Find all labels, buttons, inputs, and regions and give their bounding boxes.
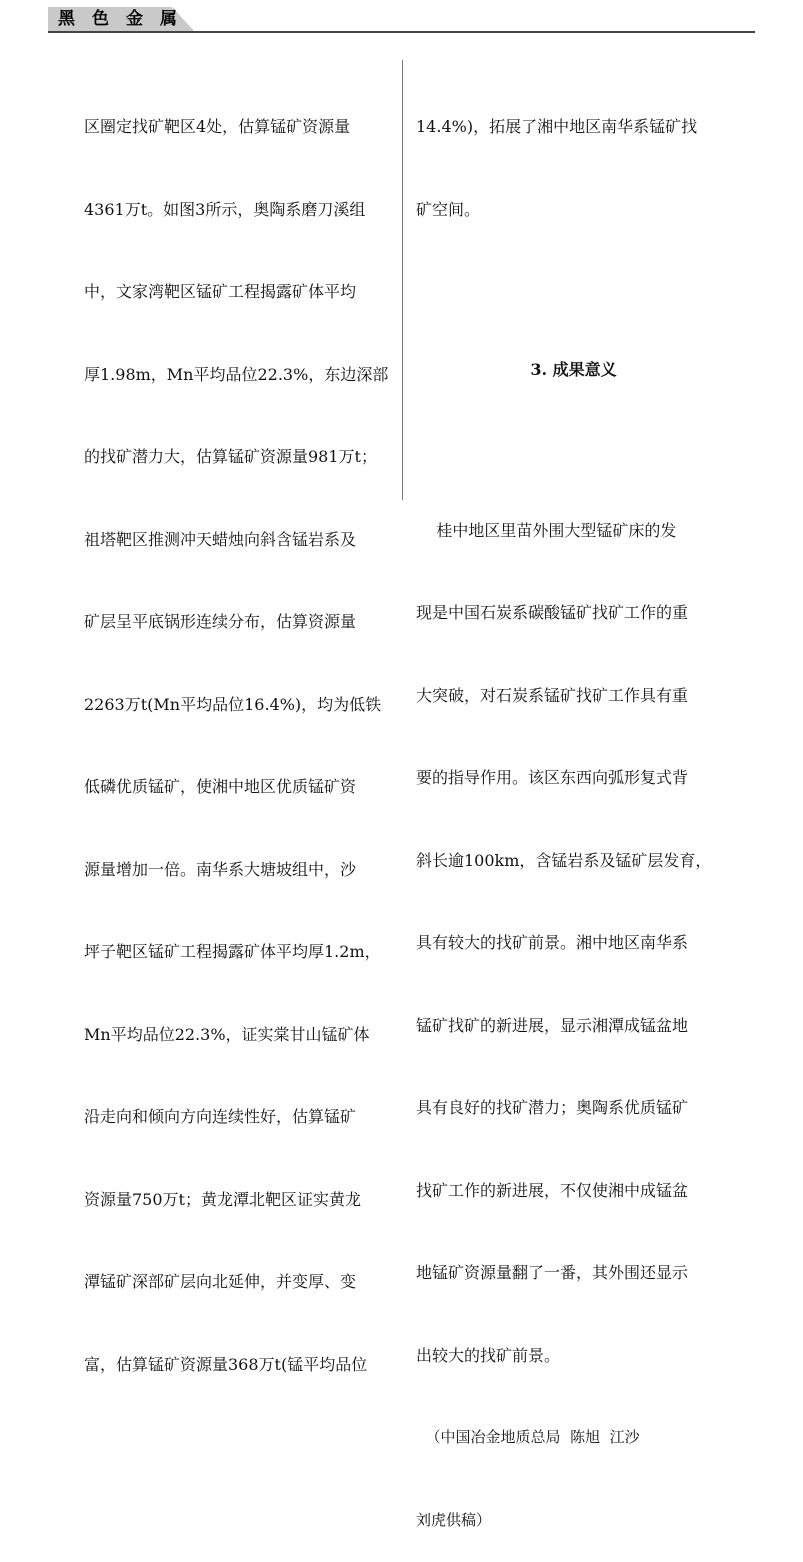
byline: 刘虎供稿）: [416, 1510, 492, 1529]
paragraph-line: Mn平均品位22.3%，证实棠甘山锰矿体: [84, 1024, 370, 1044]
section-title: 黑色金属: [58, 9, 194, 29]
paragraph-line: 潭锰矿深部矿层向北延伸，并变厚、变: [84, 1272, 357, 1291]
paragraph-line: 厚1.98m，Mn平均品位22.3%，东边深部: [84, 364, 389, 384]
paragraph-line: 4361万t。如图3所示，奥陶系磨刀溪组: [84, 199, 366, 219]
left-column: [84, 58, 394, 1406]
paragraph-line: 锰矿找矿的新进展，显示湘潭成锰盆地: [416, 1015, 689, 1035]
right-column: [416, 58, 721, 1562]
paragraph-line: 出较大的找矿前景。: [416, 1345, 561, 1365]
paragraph-line: 矿层呈平底锅形连续分布，估算资源量: [84, 612, 357, 631]
paragraph-line: 区圈定找矿靶区4处，估算锰矿资源量: [84, 117, 351, 136]
spacer: [416, 278, 721, 301]
paragraph-line: 源量增加一倍。南华系大塘坡组中，沙: [84, 859, 357, 879]
paragraph-line: 具有良好的找矿潜力；奥陶系优质锰矿: [416, 1098, 689, 1117]
paragraph-line: 大突破，对石炭系锰矿找矿工作具有重: [416, 685, 689, 705]
column-divider: [402, 60, 403, 500]
paragraph-line: 低磷优质锰矿，使湘中地区优质锰矿资: [84, 777, 357, 796]
spacer: [416, 439, 721, 462]
paragraph-line: 2263万t(Mn平均品位16.4%)，均为低铁: [84, 694, 382, 714]
paragraph-line: 现是中国石炭系碳酸锰矿找矿工作的重: [416, 603, 689, 622]
paragraph-line: 坪子靶区锰矿工程揭露矿体平均厚1.2m，: [84, 942, 381, 961]
byline: （中国冶金地质总局 陈旭 江沙: [416, 1428, 640, 1446]
paragraph-line: 富，估算锰矿资源量368万t(锰平均品位: [84, 1354, 368, 1374]
header-rule: [48, 31, 755, 33]
paragraph-line: 祖塔靶区推测冲天蜡烛向斜含锰岩系及: [84, 529, 357, 549]
section-heading: 3. 成果意义: [530, 360, 617, 379]
paragraph-line: 矿空间。: [416, 199, 481, 219]
paragraph-line: 具有较大的找矿前景。湘中地区南华系: [416, 933, 689, 952]
paragraph-line: 的找矿潜力大，估算锰矿资源量981万t；: [84, 447, 377, 466]
paragraph-line: 桂中地区里苗外围大型锰矿床的发: [416, 520, 677, 540]
running-header: [0, 0, 803, 40]
paragraph-line: 斜长逾100km，含锰岩系及锰矿层发育，: [416, 850, 712, 870]
paragraph-line: 找矿工作的新进展，不仅使湘中成锰盆: [416, 1180, 689, 1200]
paragraph-line: 资源量750万t；黄龙潭北靶区证实黄龙: [84, 1189, 361, 1209]
paragraph-line: 地锰矿资源量翻了一番，其外围还显示: [416, 1263, 689, 1282]
paragraph-line: 14.4%)，拓展了湘中地区南华系锰矿找: [416, 117, 698, 136]
paragraph-line: 沿走向和倾向方向连续性好，估算锰矿: [84, 1107, 357, 1126]
paragraph-line: 中，文家湾靶区锰矿工程揭露矿体平均: [84, 282, 357, 301]
paragraph-line: 要的指导作用。该区东西向弧形复式背: [416, 768, 689, 787]
